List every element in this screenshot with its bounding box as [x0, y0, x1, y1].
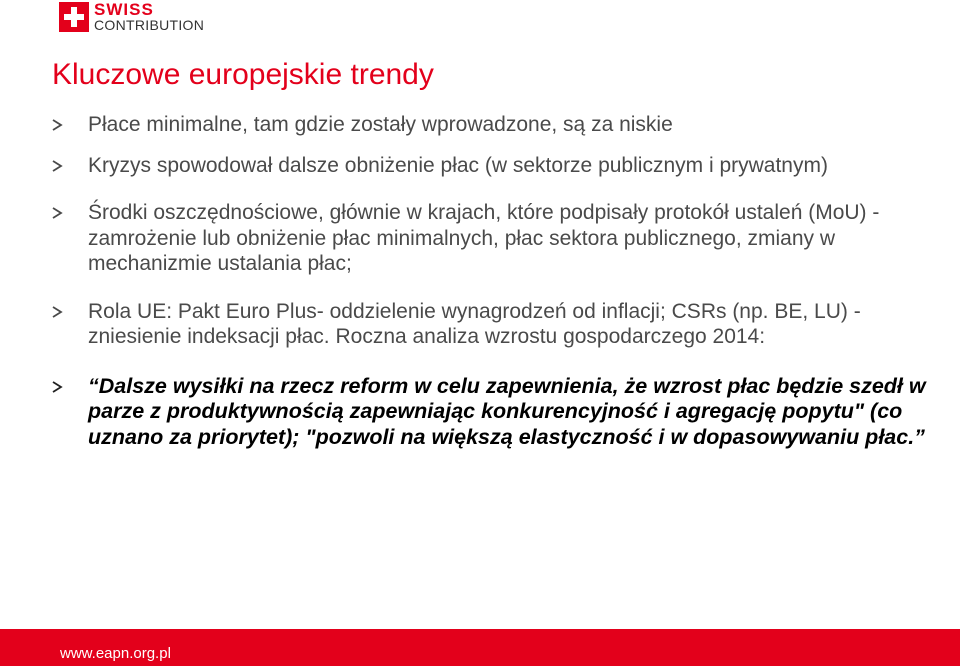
bullet-item	[52, 200, 932, 277]
bullet-item-quote	[52, 374, 932, 451]
arrow-bullet-icon	[52, 381, 63, 393]
bullet-text: Rola UE: Pakt Euro Plus- oddzielenie wynagrodzeń od inflacji; CSRs (np. BE, LU) - zniesienie indeksacji płac. Roczna analiza wzrostu gospodarczego 2014:	[88, 299, 861, 348]
arrow-bullet-icon	[52, 160, 63, 172]
bullet-list	[52, 112, 932, 450]
bullet-text: Płace minimalne, tam gdzie zostały wprowadzone, są za niskie	[88, 113, 673, 136]
arrow-bullet-icon	[52, 306, 63, 318]
bullet-quote-text: “Dalsze wysiłki na rzecz reform w celu zapewnienia, że wzrost płac będzie szedł w parze z produktywnością zapewniając konkurencyjność i agregację popytu" (co uznano za priorytet); "pozwoli na większą elastyczność i w dopasowywaniu płac.”	[88, 373, 926, 449]
slide-title: Kluczowe europejskie trendy	[52, 58, 434, 91]
bullet-item	[52, 153, 932, 179]
bullet-text: Kryzys spowodował dalsze obniżenie płac (w sektorze publicznym i prywatnym)	[88, 153, 828, 177]
arrow-bullet-icon	[52, 207, 63, 219]
footer-bar	[0, 629, 960, 666]
bullet-item	[52, 112, 932, 138]
swiss-flag-icon	[59, 2, 89, 32]
logo-swiss-text: SWISS	[94, 0, 154, 19]
arrow-bullet-icon	[52, 119, 63, 131]
bullet-item	[52, 299, 932, 350]
logo-contribution-text: CONTRIBUTION	[94, 17, 205, 33]
footer-url[interactable]: www.eapn.org.pl	[60, 645, 171, 662]
bullet-text: Środki oszczędnościowe, głównie w krajach, które podpisały protokół ustaleń (MoU) - zamrożenie lub obniżenie płac minimalnych, płac sektora publicznego, zmiany w mechanizmie ustalania płac;	[88, 201, 880, 275]
